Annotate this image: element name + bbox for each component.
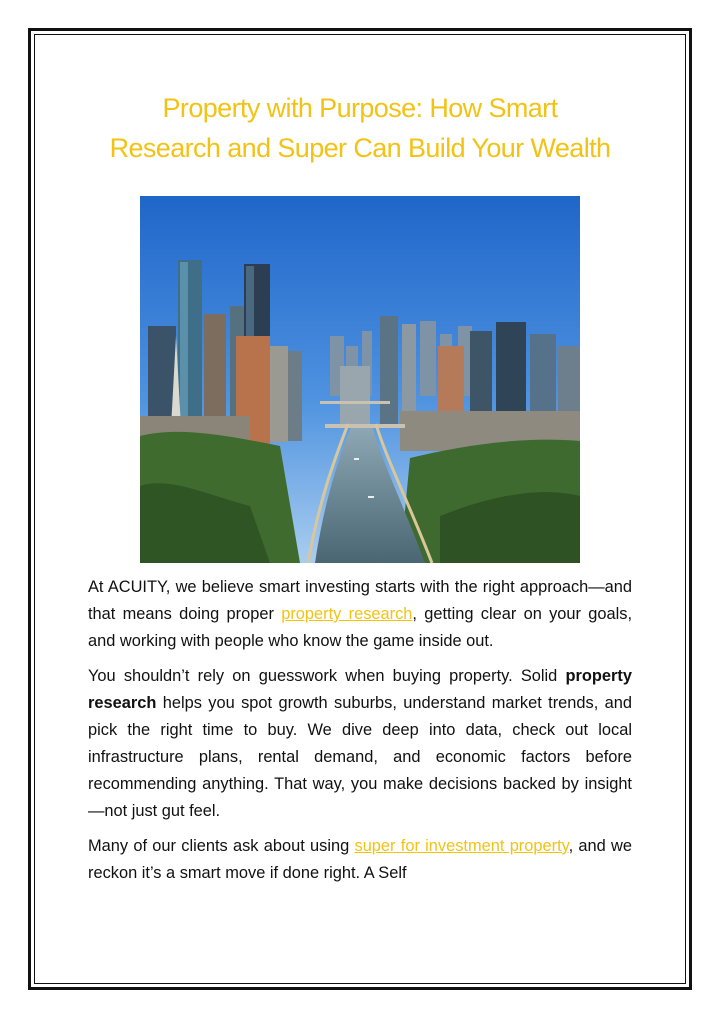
property-research-link[interactable]: property research bbox=[281, 605, 413, 623]
document-title bbox=[60, 88, 660, 168]
paragraph-3 bbox=[88, 833, 632, 887]
p3-text-2: , and we reckon it’s a smart move if done right. A Self bbox=[88, 837, 633, 882]
title-line-2: Research and Super Can Build Your Wealth bbox=[109, 133, 611, 163]
title-line-1: Property with Purpose: How Smart bbox=[162, 93, 558, 123]
p2-text-1: You shouldn’t rely on guesswork when buying property. Solid bbox=[88, 667, 566, 685]
p2-text-2: helps you spot growth suburbs, understand market trends, and pick the right time to buy. We dive deep into data, check out local infrastructure plans, rental demand, and economic factors before recommending anything. That way, you make decisions backed by insight—not just gut feel. bbox=[88, 694, 632, 820]
article-body bbox=[88, 574, 632, 895]
paragraph-2 bbox=[88, 663, 632, 825]
p1-text-1: At ACUITY, we believe smart investing starts with the right approach—and that means doing proper bbox=[88, 578, 632, 623]
super-for-investment-property-link[interactable]: super for investment property bbox=[354, 837, 569, 855]
paragraph-1 bbox=[88, 574, 632, 655]
p2-bold-keyword: property research bbox=[88, 667, 632, 712]
p1-text-2: , getting clear on your goals, and working with people who know the game inside out. bbox=[88, 605, 633, 650]
city-river-skyline-photo bbox=[140, 196, 580, 563]
p3-text-1: Many of our clients ask about using bbox=[88, 837, 355, 855]
